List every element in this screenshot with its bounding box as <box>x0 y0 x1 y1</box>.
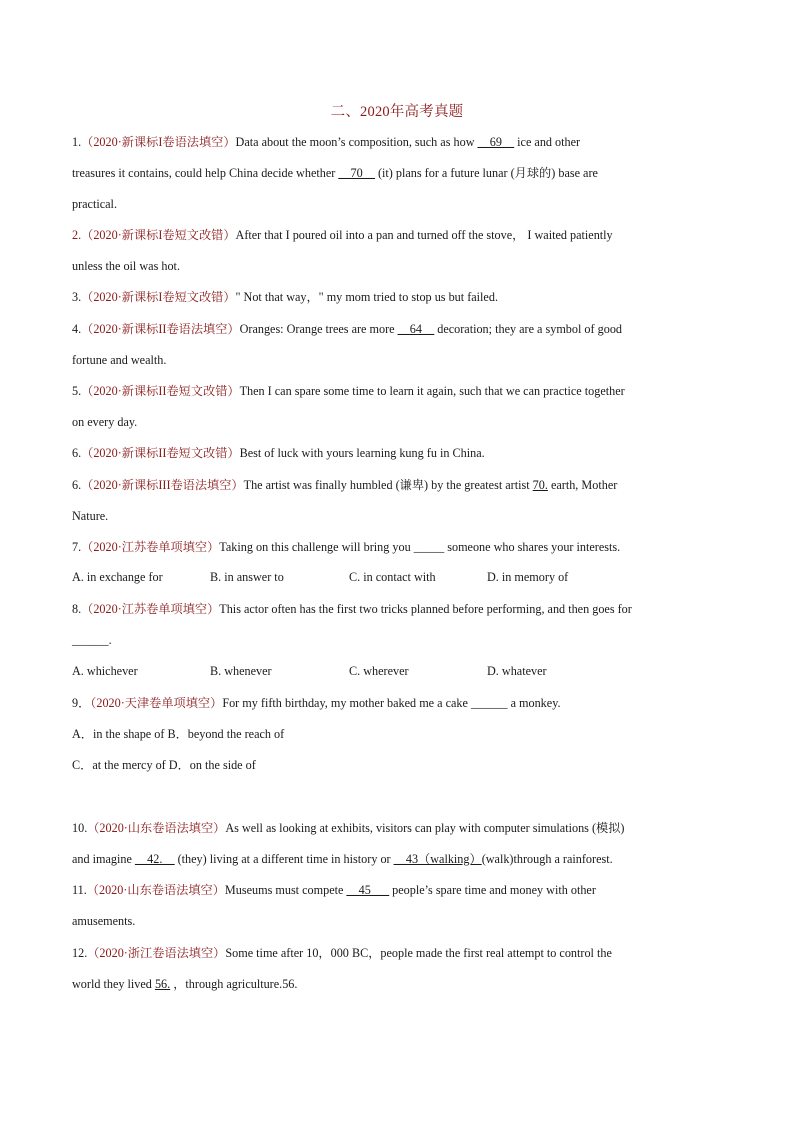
question-source-tag: （2020·新课标III卷语法填空） <box>81 478 244 492</box>
question-source-tag: （2020·新课标I卷短文改错） <box>81 228 236 242</box>
question-number: 5. <box>72 384 82 398</box>
question-12-line-2 <box>72 976 297 992</box>
question-text: earth, Mother <box>547 478 618 492</box>
question-text: This actor often has the first two tricks planned before performing, and then goes for <box>219 602 632 616</box>
question-text: After that I poured oil into a pan and turned off the stove， I waited patiently <box>235 228 613 242</box>
answer-blank: __43（walking） <box>393 852 482 866</box>
question-text: ，through agriculture.56. <box>170 977 298 991</box>
question-2-line-2: unless the oil was hot. <box>72 259 180 273</box>
page-title: 二、2020年高考真题 <box>330 104 464 120</box>
question-source-tag: （2020·浙江卷语法填空） <box>87 946 226 960</box>
question-number: 8. <box>72 602 82 616</box>
question-10-line-2 <box>72 851 613 867</box>
option-b: B. in answer to <box>210 570 284 584</box>
question-5-line-2: on every day. <box>72 415 138 429</box>
question-1-line-2 <box>72 165 598 181</box>
question-number: 12. <box>72 946 88 960</box>
question-9-options-2: C．at the mercy of D．on the side of <box>72 758 256 772</box>
question-11-line-1 <box>72 882 596 898</box>
question-source-tag: （2020·新课标II卷短文改错） <box>81 446 240 460</box>
question-text: Data about the moon’s composition, such as how <box>235 135 478 149</box>
question-2-line-1 <box>72 227 613 243</box>
question-1-line-3: practical. <box>72 197 117 211</box>
question-5-line-1 <box>72 383 625 399</box>
question-text: (they) living at a different time in history or <box>174 852 394 866</box>
question-3-line-1 <box>72 289 498 305</box>
question-number: 6. <box>72 446 82 460</box>
question-6a-line-1 <box>72 445 485 461</box>
answer-blank: __45___ <box>346 883 390 897</box>
answer-blank: 56. <box>154 977 171 991</box>
question-number: 11. <box>72 883 87 897</box>
question-text: Museums must compete <box>224 883 347 897</box>
question-text: (walk)through a rainforest. <box>481 852 613 866</box>
question-8-line-2: ______. <box>72 633 112 647</box>
question-text: treasures it contains, could help China decide whether <box>72 166 339 180</box>
option-c: C. wherever <box>349 664 409 678</box>
question-source-tag: （2020·新课标II卷语法填空） <box>81 322 240 336</box>
question-number: 4. <box>72 322 82 336</box>
question-11-line-2: amusements. <box>72 914 136 928</box>
question-text: As well as looking at exhibits, visitors can play with computer simulations (模拟) <box>225 821 625 835</box>
question-number: 1. <box>72 135 82 149</box>
question-number: 9． <box>72 696 91 710</box>
option-d: D. in memory of <box>487 570 569 584</box>
question-9-options-1: A．in the shape of B．beyond the reach of <box>72 727 285 741</box>
option-a: A. whichever <box>72 664 138 678</box>
question-number: 7. <box>72 540 82 554</box>
question-number: 6. <box>72 478 82 492</box>
question-text: Some time after 10，000 BC，people made the first real attempt to control the <box>225 946 612 960</box>
question-text: decoration; they are a symbol of good <box>434 322 623 336</box>
answer-blank: __70__ <box>338 166 375 180</box>
question-7-line-1 <box>72 539 620 555</box>
question-number: 3. <box>72 290 82 304</box>
question-text: Best of luck with yours learning kung fu in China. <box>239 446 485 460</box>
question-text: world they lived <box>72 977 155 991</box>
question-number: 2. <box>72 228 82 242</box>
question-text: The artist was finally humbled (谦卑) by the greatest artist <box>243 478 533 492</box>
question-4-line-2: fortune and wealth. <box>72 353 167 367</box>
question-text: (it) plans for a future lunar (月球的) base are <box>374 166 598 180</box>
question-source-tag: （2020·江苏卷单项填空） <box>81 602 220 616</box>
question-12-line-1 <box>72 945 612 961</box>
question-source-tag: （2020·新课标I卷短文改错） <box>81 290 236 304</box>
option-b: B. whenever <box>210 664 272 678</box>
answer-blank: __42.__ <box>134 852 175 866</box>
question-8-line-1 <box>72 601 632 617</box>
option-a: A. in exchange for <box>72 570 163 584</box>
question-source-tag: （2020·山东卷语法填空） <box>87 821 226 835</box>
question-source-tag: （2020·新课标I卷语法填空） <box>81 135 236 149</box>
question-4-line-1 <box>72 321 622 337</box>
question-6b-line-1 <box>72 477 617 493</box>
question-source-tag: （2020·山东卷语法填空） <box>86 883 225 897</box>
question-9-line-1 <box>72 695 561 711</box>
question-6b-line-2: Nature. <box>72 509 109 523</box>
question-1-line-1 <box>72 134 580 150</box>
question-source-tag: （2020·新课标II卷短文改错） <box>81 384 240 398</box>
question-text: and imagine <box>72 852 135 866</box>
question-text: Oranges: Orange trees are more <box>239 322 398 336</box>
answer-blank: 70. <box>532 478 548 492</box>
question-source-tag: （2020·江苏卷单项填空） <box>81 540 220 554</box>
option-c: C. in contact with <box>349 570 436 584</box>
question-text: Then I can spare some time to learn it again, such that we can practice together <box>239 384 625 398</box>
answer-blank: __64__ <box>397 322 435 336</box>
question-source-tag: （2020·天津卷单项填空） <box>90 696 223 710</box>
question-text: ice and other <box>514 135 581 149</box>
option-d: D. whatever <box>487 664 547 678</box>
question-text: For my fifth birthday, my mother baked me a cake ______ a monkey. <box>222 696 561 710</box>
question-number: 10. <box>72 821 88 835</box>
answer-blank: __69__ <box>477 135 515 149</box>
question-text: Taking on this challenge will bring you _____ someone who shares your interests. <box>219 540 621 554</box>
question-text: " Not that way，" my mom tried to stop us but failed. <box>235 290 498 304</box>
question-text: people’s spare time and money with other <box>389 883 596 897</box>
question-10-line-1 <box>72 820 624 836</box>
